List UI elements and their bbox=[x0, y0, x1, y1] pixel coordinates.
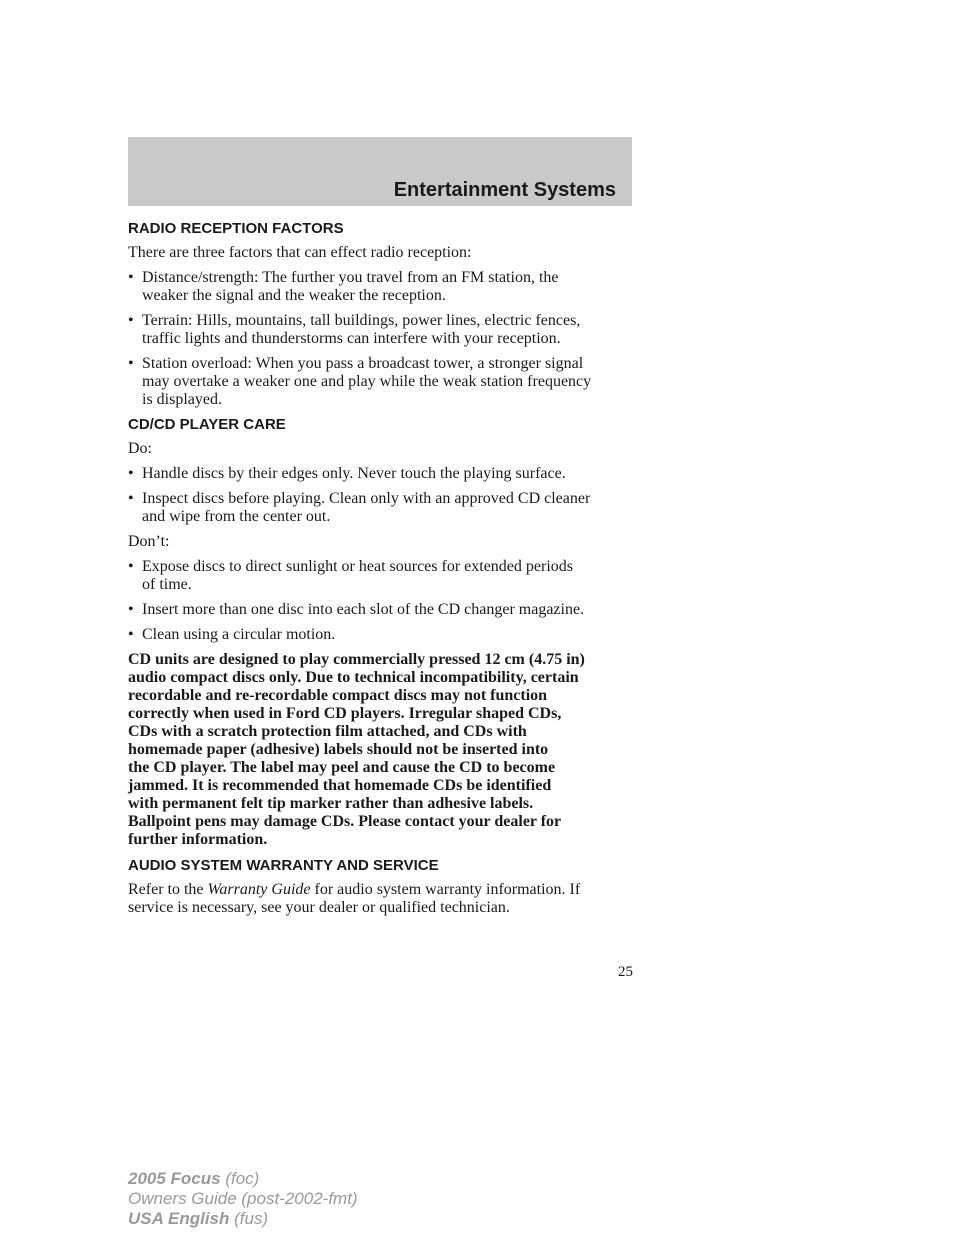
list-item-text: Insert more than one disc into each slot of the CD changer magazine. bbox=[142, 601, 585, 618]
bullet-icon: • bbox=[128, 626, 134, 643]
warranty-prefix: Refer to the bbox=[128, 881, 204, 898]
notice-line: jammed. It is recommended that homemade CDs be identified bbox=[128, 777, 552, 794]
notice-line: audio compact discs only. Due to technical incompatibility, certain bbox=[128, 669, 579, 686]
notice-line: CD units are designed to play commercially pressed 12 cm (4.75 in) bbox=[128, 651, 585, 668]
section-title: Entertainment Systems bbox=[393, 179, 616, 201]
list-item-text: weaker the signal and the weaker the reception. bbox=[142, 287, 446, 304]
bullet-icon: • bbox=[128, 601, 134, 618]
bullet-icon: • bbox=[128, 269, 134, 286]
warranty-line bbox=[128, 881, 638, 899]
notice-line: further information. bbox=[128, 831, 268, 848]
footer-language-code: (fus) bbox=[229, 1209, 269, 1228]
warranty-paragraph bbox=[128, 881, 638, 917]
notice-line: CDs with a scratch protection film attached, and CDs with bbox=[128, 723, 527, 740]
notice-line: Ballpoint pens may damage CDs. Please contact your dealer for bbox=[128, 813, 562, 830]
cd-compatibility-notice bbox=[128, 651, 638, 849]
cd-care-dont-list bbox=[128, 558, 638, 644]
radio-reception-list bbox=[128, 269, 638, 409]
list-item bbox=[128, 558, 638, 594]
list-item-text: is displayed. bbox=[142, 391, 222, 408]
list-item bbox=[128, 490, 638, 526]
list-item-text: of time. bbox=[142, 576, 192, 593]
list-item bbox=[128, 269, 638, 305]
list-item bbox=[128, 465, 638, 483]
radio-reception-heading: RADIO RECEPTION FACTORS bbox=[128, 220, 344, 237]
list-item-text: Expose discs to direct sunlight or heat sources for extended periods bbox=[142, 558, 573, 575]
warranty-line: service is necessary, see your dealer or qualified technician. bbox=[128, 899, 510, 916]
bullet-icon: • bbox=[128, 355, 134, 372]
list-item-text: Distance/strength: The further you travel from an FM station, the bbox=[142, 269, 559, 286]
footer-guide: Owners Guide (post-2002-fmt) bbox=[128, 1189, 358, 1208]
page-content bbox=[128, 220, 638, 924]
notice-line: correctly when used in Ford CD players. Irregular shaped CDs, bbox=[128, 705, 562, 722]
list-item-text: Clean using a circular motion. bbox=[142, 626, 336, 643]
bullet-icon: • bbox=[128, 465, 134, 482]
list-item-text: and wipe from the center out. bbox=[142, 508, 331, 525]
list-item bbox=[128, 355, 638, 409]
cd-care-heading: CD/CD PLAYER CARE bbox=[128, 416, 286, 433]
list-item bbox=[128, 626, 638, 644]
list-item bbox=[128, 312, 638, 348]
bullet-icon: • bbox=[128, 490, 134, 507]
cd-care-dont-label: Don’t: bbox=[128, 533, 170, 550]
list-item-text: Station overload: When you pass a broadcast tower, a stronger signal bbox=[142, 355, 584, 372]
list-item-text: may overtake a weaker one and play while the weak station frequency bbox=[142, 373, 592, 390]
bullet-icon: • bbox=[128, 558, 134, 575]
radio-reception-intro: There are three factors that can effect radio reception: bbox=[128, 244, 472, 261]
list-item-text: Inspect discs before playing. Clean only with an approved CD cleaner bbox=[142, 490, 591, 507]
notice-line: the CD player. The label may peel and cause the CD to become bbox=[128, 759, 556, 776]
list-item-text: Terrain: Hills, mountains, tall buildings, power lines, electric fences, bbox=[142, 312, 581, 329]
footer-language: USA English bbox=[128, 1209, 230, 1228]
list-item bbox=[128, 601, 638, 619]
notice-line: homemade paper (adhesive) labels should not be inserted into bbox=[128, 741, 549, 758]
warranty-heading: AUDIO SYSTEM WARRANTY AND SERVICE bbox=[128, 857, 439, 874]
notice-line: with permanent felt tip marker rather than adhesive labels. bbox=[128, 795, 534, 812]
notice-line: recordable and re-recordable compact discs may not function bbox=[128, 687, 548, 704]
page-number: 25 bbox=[618, 964, 633, 980]
footer-line bbox=[128, 1169, 358, 1189]
footer-model-code: (foc) bbox=[220, 1169, 260, 1188]
bullet-icon: • bbox=[128, 312, 134, 329]
list-item-text: traffic lights and thunderstorms can interfere with your reception. bbox=[142, 330, 561, 347]
cd-care-do-label: Do: bbox=[128, 440, 152, 457]
warranty-suffix: for audio system warranty information. If bbox=[314, 881, 581, 898]
footer-line bbox=[128, 1209, 358, 1229]
section-header-band bbox=[128, 137, 632, 206]
cd-care-do-list bbox=[128, 465, 638, 526]
footer-model: 2005 Focus bbox=[128, 1169, 221, 1188]
list-item-text: Handle discs by their edges only. Never touch the playing surface. bbox=[142, 465, 566, 482]
warranty-guide-title: Warranty Guide bbox=[203, 881, 315, 898]
document-footer bbox=[128, 1169, 358, 1229]
